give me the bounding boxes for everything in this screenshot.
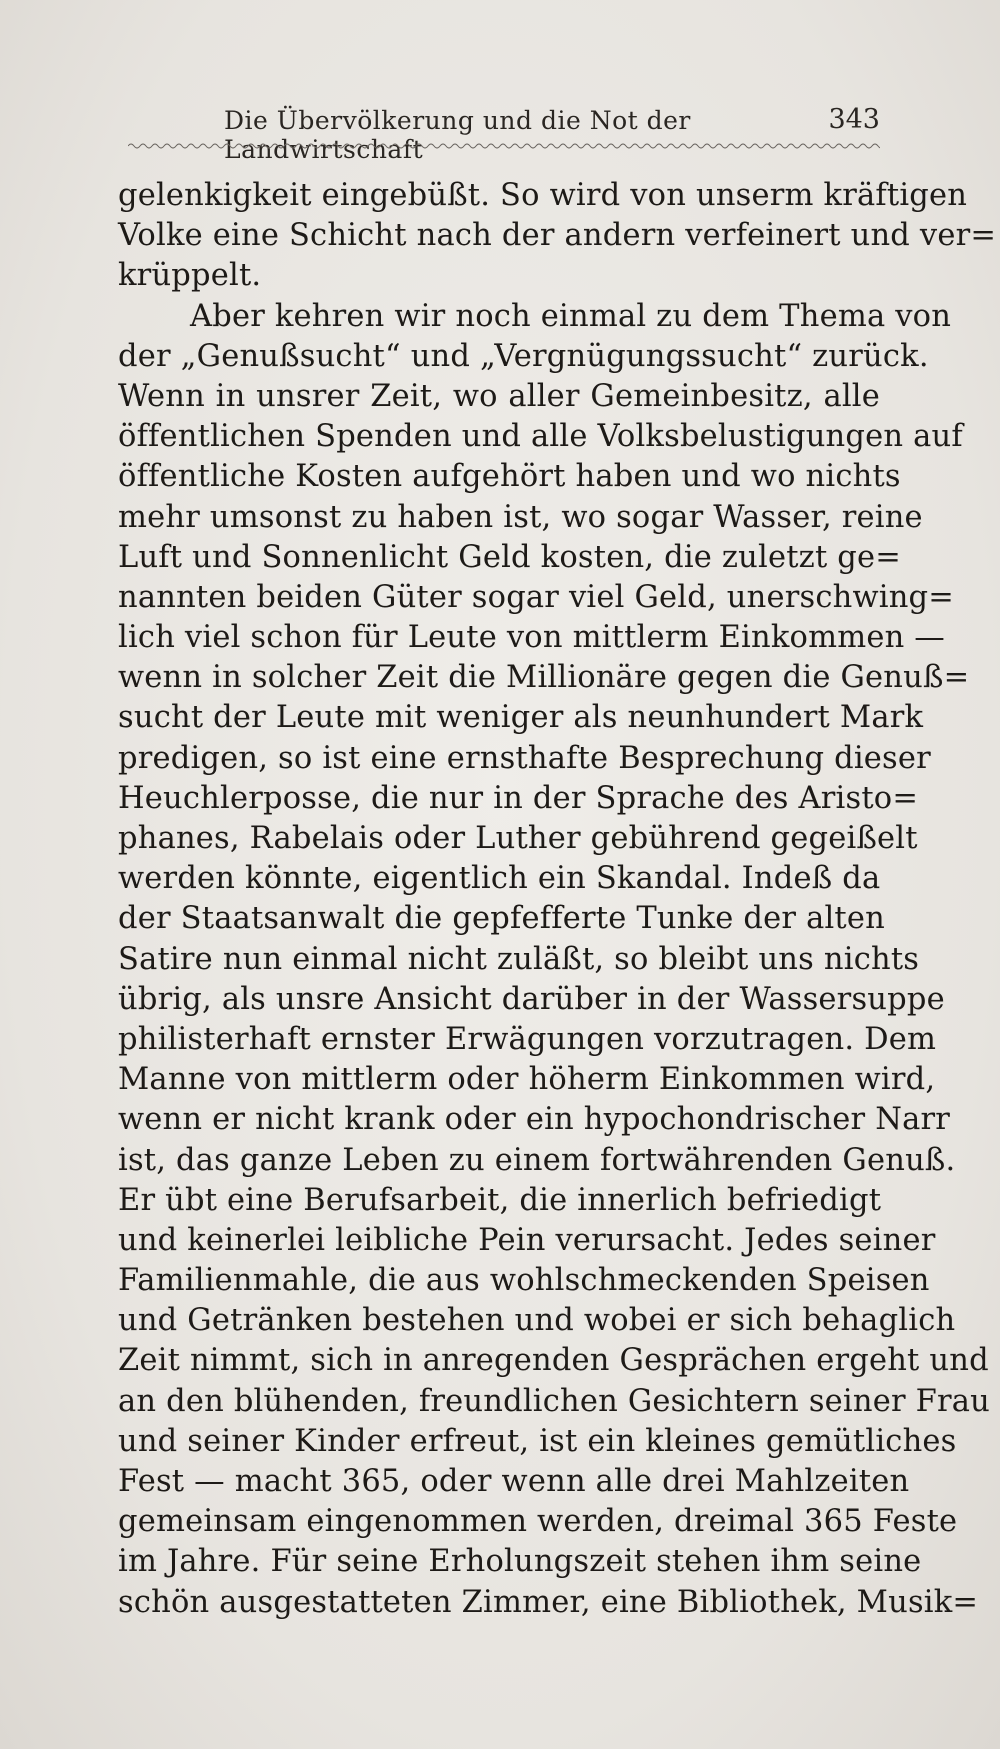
text-line: öffentliche Kosten aufgehört haben und wo nichts <box>118 459 901 495</box>
text-line: Aber kehren wir noch einmal zu dem Thema von <box>190 298 952 334</box>
text-line: predigen, so ist eine ernsthafte Besprechung dieser <box>118 740 931 776</box>
text-line: Heuchlerposse, die nur in der Sprache des Aristo= <box>118 780 919 816</box>
body-text <box>118 176 997 1623</box>
text-line: nannten beiden Güter sogar viel Geld, unerschwing= <box>118 579 955 615</box>
text-line: öffentlichen Spenden und alle Volksbelustigungen auf <box>118 419 963 455</box>
text-line: der Staatsanwalt die gepfefferte Tunke der alten <box>118 901 885 937</box>
text-line: mehr umsonst zu haben ist, wo sogar Wasser, reine <box>118 499 923 535</box>
text-line: und Getränken bestehen und wobei er sich behaglich <box>118 1303 956 1339</box>
text-line: Volke eine Schicht nach der andern verfeinert und ver= <box>118 218 997 254</box>
text-line: wenn in solcher Zeit die Millionäre gegen die Genuß= <box>118 660 970 696</box>
text-line: wenn er nicht krank oder ein hypochondrischer Narr <box>118 1102 951 1138</box>
text-line: Manne von mittlerm oder höherm Einkommen wird, <box>118 1062 936 1098</box>
text-line: Fest — macht 365, oder wenn alle drei Mahlzeiten <box>118 1464 910 1499</box>
text-line: schön ausgestatteten Zimmer, eine Bibliothek, Musik= <box>118 1584 979 1620</box>
text-line: und keinerlei leibliche Pein verursacht. Jedes seiner <box>118 1222 936 1258</box>
text-line: Luft und Sonnenlicht Geld kosten, die zuletzt ge= <box>118 539 902 575</box>
text-line: Wenn in unsrer Zeit, wo aller Gemeinbesitz, alle <box>118 378 880 414</box>
text-line: lich viel schon für Leute von mittlerm Einkommen — <box>118 620 946 656</box>
text-line: übrig, als unsre Ansicht darüber in der Wassersuppe <box>118 981 945 1017</box>
text-line: im Jahre. Für seine Erholungszeit stehen ihm seine <box>118 1544 922 1580</box>
text-line: philisterhaft ernster Erwägungen vorzutragen. Dem <box>118 1021 937 1057</box>
text-line: gelenkigkeit eingebüßt. So wird von unserm kräftigen <box>118 178 968 213</box>
page-number: 343 <box>828 104 880 135</box>
text-line: und seiner Kinder erfreut, ist ein kleines gemütliches <box>118 1423 957 1459</box>
text-line: werden könnte, eigentlich ein Skandal. Indeß da <box>118 861 881 897</box>
text-line: ist, das ganze Leben zu einem fortwährenden Genuß. <box>118 1142 956 1178</box>
text-line: gemeinsam eingenommen werden, dreimal 365 Feste <box>118 1504 958 1540</box>
page-header <box>128 98 880 164</box>
text-line: krüppelt. <box>118 258 262 294</box>
header-wavy-rule <box>128 142 880 150</box>
text-line: Zeit nimmt, sich in anregenden Gesprächen ergeht und <box>118 1343 989 1379</box>
text-line: Satire nun einmal nicht zuläßt, so bleibt uns nichts <box>118 941 920 977</box>
text-line: Er übt eine Berufsarbeit, die innerlich befriedigt <box>118 1182 882 1218</box>
text-line: Familienmahle, die aus wohlschmeckenden Speisen <box>118 1263 930 1299</box>
running-head: Die Übervölkerung und die Not der Landwirtschaft <box>224 106 691 164</box>
text-line: sucht der Leute mit weniger als neunhundert Mark <box>118 700 924 736</box>
text-line: phanes, Rabelais oder Luther gebührend gegeißelt <box>118 821 918 856</box>
text-line: an den blühenden, freundlichen Gesichtern seiner Frau <box>118 1383 991 1419</box>
text-line: der „Genußsucht“ und „Vergnügungssucht“ zurück. <box>118 338 929 374</box>
